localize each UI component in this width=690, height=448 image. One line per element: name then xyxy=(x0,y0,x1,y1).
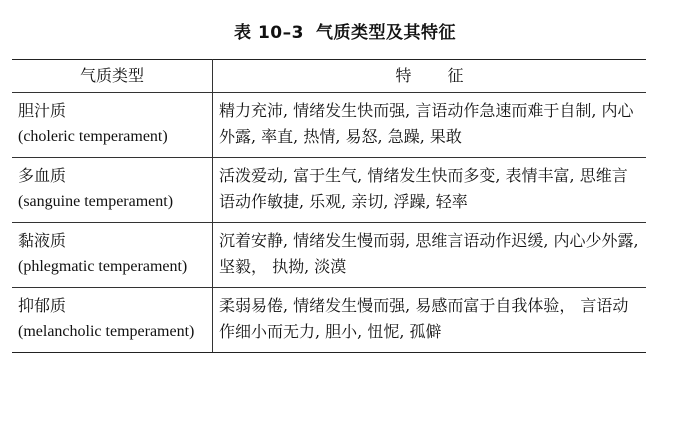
feature-cell: 精力充沛, 情绪发生快而强, 言语动作急速而难于自制, 内心外露, 率直, 热情, 易怒, 急躁, 果敢 xyxy=(213,93,647,158)
table-row xyxy=(12,288,646,353)
table-row xyxy=(12,158,646,223)
temperament-table xyxy=(12,59,646,353)
type-name-zh: 黏液质 xyxy=(18,231,67,250)
table-caption xyxy=(0,18,690,43)
header-feature: 特征 xyxy=(213,60,647,93)
type-cell xyxy=(12,93,213,158)
table-row xyxy=(12,93,646,158)
feature-cell: 柔弱易倦, 情绪发生慢而强, 易感而富于自我体验， 言语动作细小而无力, 胆小, 忸怩, 孤僻 xyxy=(213,288,647,353)
type-name-en: (choleric temperament) xyxy=(18,128,168,145)
type-name-en: (melancholic temperament) xyxy=(18,323,195,340)
type-name-en: (phlegmatic temperament) xyxy=(18,258,188,275)
type-name-zh: 抑郁质 xyxy=(18,296,67,315)
header-type: 气质类型 xyxy=(12,60,213,93)
type-cell xyxy=(12,158,213,223)
caption-title: 气质类型及其特征 xyxy=(315,23,456,43)
feature-cell: 沉着安静, 情绪发生慢而弱, 思维言语动作迟缓, 内心少外露, 坚毅， 执拗, 淡漠 xyxy=(213,223,647,288)
type-cell xyxy=(12,223,213,288)
table-row xyxy=(12,223,646,288)
caption-number: 表 10–3 xyxy=(234,23,304,43)
table-header-row xyxy=(12,60,646,93)
type-name-zh: 多血质 xyxy=(18,166,67,185)
type-name-zh: 胆汁质 xyxy=(18,101,67,120)
type-cell xyxy=(12,288,213,353)
type-name-en: (sanguine temperament) xyxy=(18,193,174,210)
feature-cell: 活泼爱动, 富于生气, 情绪发生快而多变, 表情丰富, 思维言语动作敏捷, 乐观, 亲切, 浮躁, 轻率 xyxy=(213,158,647,223)
